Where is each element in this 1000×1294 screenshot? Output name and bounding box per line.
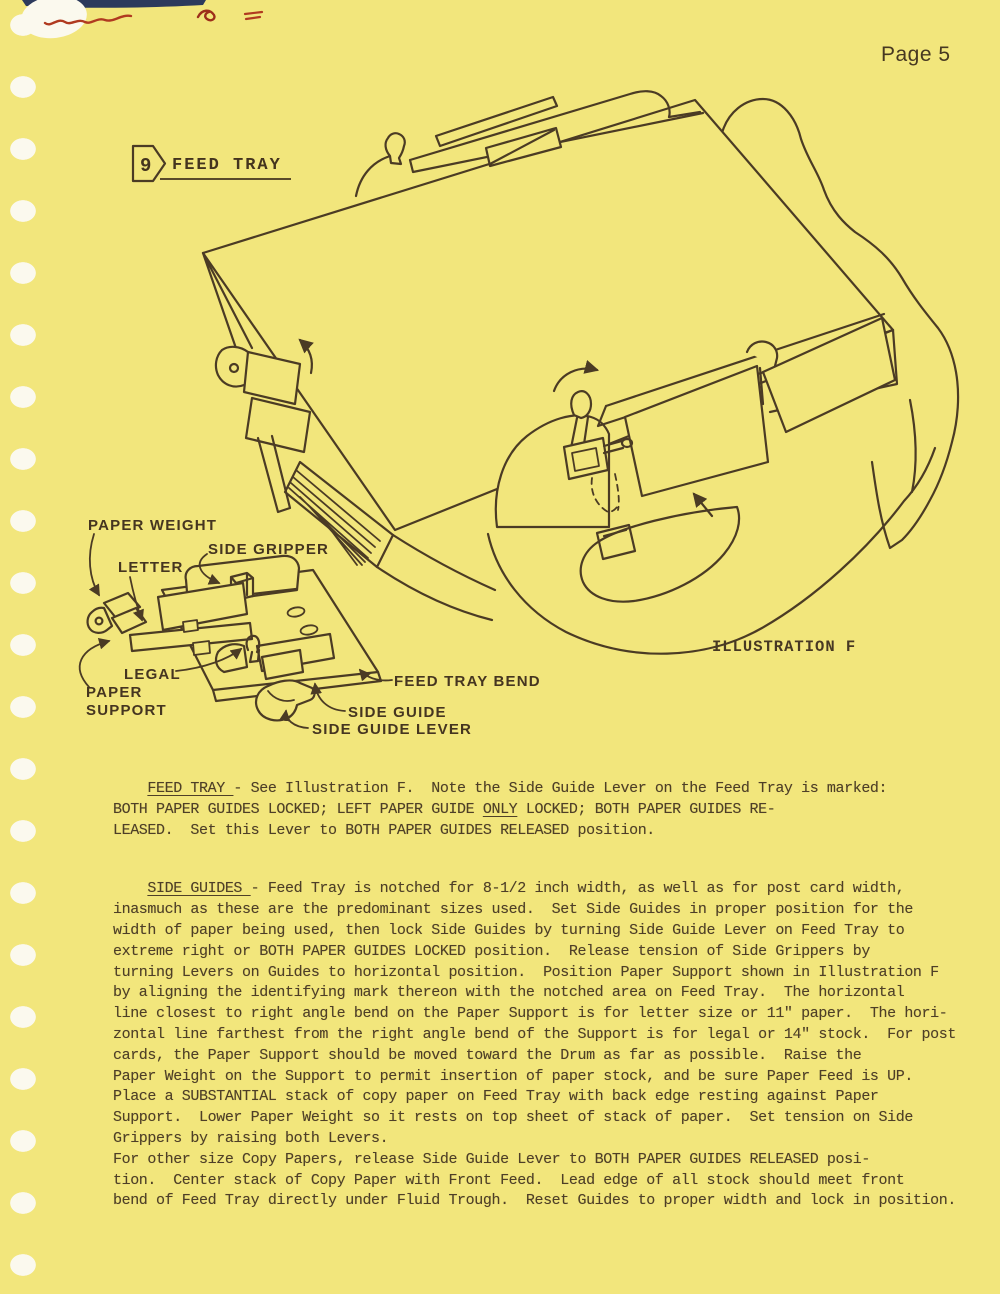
illustration-caption: ILLUSTRATION F bbox=[712, 638, 857, 656]
label-feed-tray-bend: FEED TRAY BEND bbox=[394, 673, 541, 690]
section-header bbox=[133, 146, 291, 181]
letter-mark bbox=[183, 620, 198, 632]
body-line: Support. Lower Paper Weight so it rests on top sheet of stack of paper. Set tension on Side bbox=[113, 1109, 913, 1127]
body-paragraph bbox=[113, 779, 985, 841]
section-title: FEED TRAY bbox=[172, 156, 282, 175]
body-line: cards, the Paper Support should be moved toward the Drum as far as possible. Raise the bbox=[113, 1046, 862, 1064]
body-line: LEASED. Set this Lever to BOTH PAPER GUIDES RELEASED position. bbox=[113, 821, 655, 839]
machine-figure bbox=[203, 91, 958, 653]
body-line: zontal line farthest from the right angle bend of the Support is for legal or 14" stock. For post bbox=[113, 1025, 956, 1043]
label-legal: LEGAL bbox=[124, 666, 181, 683]
step-number: 9 bbox=[140, 155, 152, 177]
label-side-gripper: SIDE GRIPPER bbox=[208, 541, 330, 558]
lever-knob bbox=[571, 391, 591, 418]
label-letter: LETTER bbox=[118, 559, 184, 576]
red-pen-dashes bbox=[245, 12, 262, 19]
body-line: FEED TRAY - See Illustration F. Note the Side Guide Lever on the Feed Tray is marked: bbox=[147, 780, 888, 797]
label-side-guide: SIDE GUIDE bbox=[348, 704, 447, 721]
body-line: For other size Copy Papers, release Side Guide Lever to BOTH PAPER GUIDES RELEASED posi- bbox=[113, 1150, 870, 1168]
body-line: SIDE GUIDES - Feed Tray is notched for 8-1/2 inch width, as well as for post card width, bbox=[147, 880, 905, 898]
body-line: BOTH PAPER GUIDES LOCKED; LEFT PAPER GUIDE ONLY LOCKED; BOTH PAPER GUIDES RE- bbox=[113, 800, 776, 818]
handle-hump bbox=[356, 156, 390, 196]
body-line: Grippers by raising both Levers. bbox=[113, 1129, 389, 1147]
body-line: inasmuch as these are the predominant sizes used. Set Side Guides in proper position for the bbox=[113, 901, 913, 919]
body-line: line closest to right angle bend on the Paper Support is for letter size or 11" paper. The hori- bbox=[113, 1005, 948, 1023]
label-paper-support-2: SUPPORT bbox=[86, 702, 167, 719]
label-paper-support-1: PAPER bbox=[86, 684, 143, 701]
page-number: Page 5 bbox=[881, 43, 951, 66]
body-line: Paper Weight on the Support to permit insertion of paper stock, and be sure Paper Feed is UP. bbox=[113, 1067, 913, 1085]
body-line: extreme right or BOTH PAPER GUIDES LOCKED position. Release tension of Side Grippers by bbox=[113, 942, 870, 960]
body-line: tion. Center stack of Copy Paper with Front Feed. Lead edge of all stock should meet front bbox=[113, 1171, 905, 1189]
legal-mark bbox=[193, 641, 210, 655]
body-line: Place a SUBSTANTIAL stack of copy paper on Feed Tray with back edge resting against Paper bbox=[113, 1088, 879, 1106]
label-side-guide-lever: SIDE GUIDE LEVER bbox=[312, 721, 473, 738]
body-line: turning Levers on Guides to horizontal position. Position Paper Support shown in Illustration F bbox=[113, 963, 939, 981]
label-paper-weight: PAPER WEIGHT bbox=[88, 517, 218, 534]
body-line: by aligning the identifying mark thereon with the notched area on Feed Tray. The horizontal bbox=[113, 984, 905, 1002]
paper-weight-clip bbox=[88, 593, 146, 633]
latch-knob bbox=[386, 133, 405, 164]
body-text bbox=[113, 779, 985, 1212]
body-line: bend of Feed Tray directly under Fluid Trough. Reset Guides to proper width and lock in position. bbox=[113, 1192, 956, 1210]
scan-artifacts bbox=[19, 0, 262, 42]
body-line: width of paper being used, then lock Side Guides by turning Side Guide Lever on Feed Tray to bbox=[113, 921, 905, 939]
body-paragraph bbox=[113, 879, 985, 1212]
red-pen-loop bbox=[198, 11, 214, 20]
